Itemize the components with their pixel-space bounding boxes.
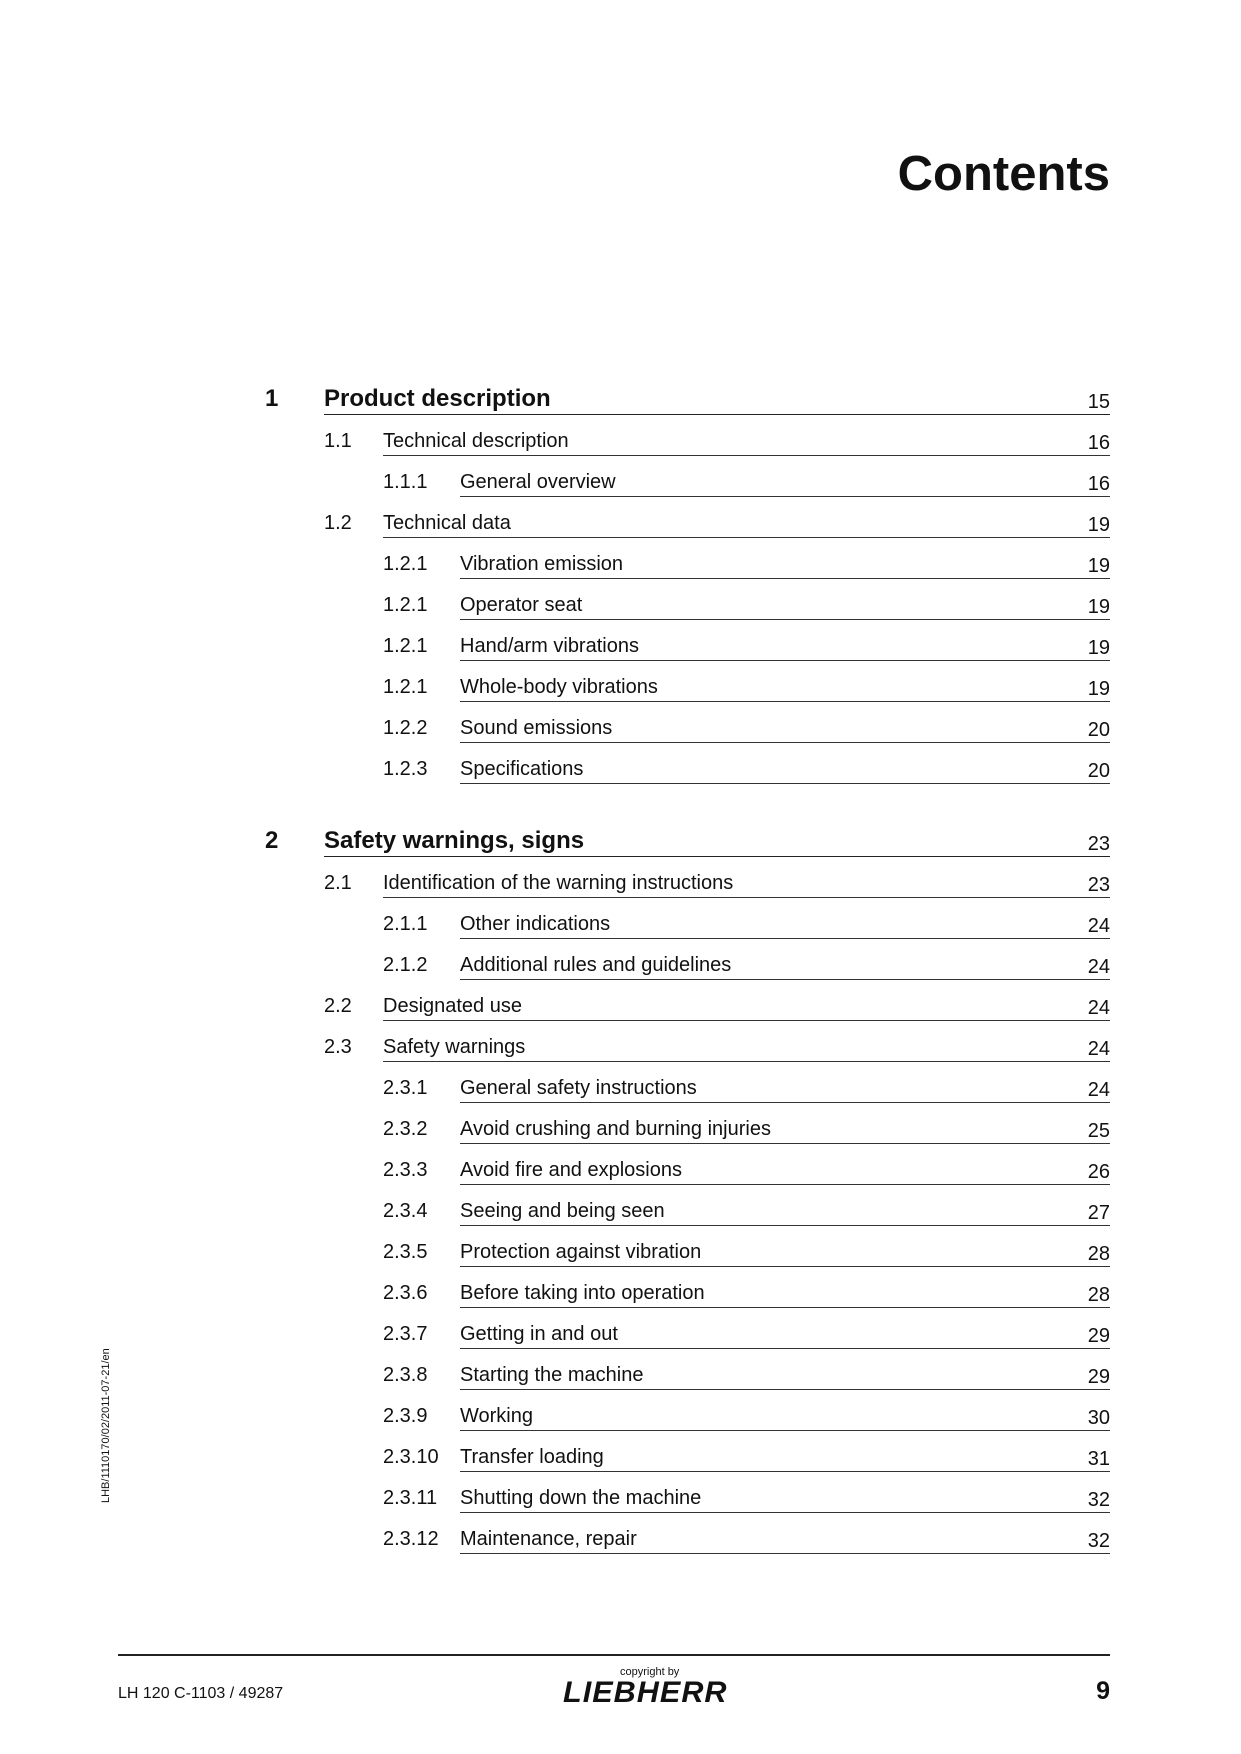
toc-entry-title: Vibration emission <box>460 553 624 575</box>
toc-entry-page: 15 <box>1087 391 1110 413</box>
toc-entry-title: Starting the machine <box>460 1364 644 1386</box>
toc-entry-number: 2.1.1 <box>383 913 428 935</box>
toc-entry[interactable] <box>265 385 1110 415</box>
toc-entry-page: 29 <box>1087 1325 1110 1347</box>
toc-entry-page: 26 <box>1087 1161 1110 1183</box>
toc-entry-number: 1.2.1 <box>383 635 428 657</box>
toc-entry[interactable] <box>324 868 1110 898</box>
toc-entry[interactable] <box>383 467 1110 497</box>
toc-entry-underline <box>383 897 1110 898</box>
toc-entry-number: 1.2.3 <box>383 758 428 780</box>
toc-entry-underline <box>383 455 1110 456</box>
toc-entry-underline <box>460 1184 1110 1185</box>
toc-entry-page: 24 <box>1087 915 1110 937</box>
toc-entry-page: 16 <box>1087 432 1110 454</box>
toc-entry-title: Avoid fire and explosions <box>460 1159 682 1181</box>
document-code: LHB/1110170/02/2011-07-21/en <box>100 1348 112 1503</box>
toc-entry[interactable] <box>383 1360 1110 1390</box>
footer-divider <box>118 1654 1110 1656</box>
toc-entry-title: Technical description <box>383 430 569 452</box>
toc-entry[interactable] <box>383 1319 1110 1349</box>
toc-entry-underline <box>383 1020 1110 1021</box>
toc-entry-title: Getting in and out <box>460 1323 618 1345</box>
toc-entry-underline <box>460 1102 1110 1103</box>
toc-entry-underline <box>460 742 1110 743</box>
toc-entry-underline <box>460 578 1110 579</box>
toc-entry-title: Sound emissions <box>460 717 613 739</box>
toc-entry[interactable] <box>383 713 1110 743</box>
toc-entry-number: 2.1.2 <box>383 954 428 976</box>
liebherr-logo <box>563 1676 741 1711</box>
toc-entry-page: 19 <box>1087 678 1110 700</box>
toc-entry-page: 20 <box>1087 760 1110 782</box>
toc-entry-page: 16 <box>1087 473 1110 495</box>
toc-entry[interactable] <box>383 754 1110 784</box>
toc-entry-title: Hand/arm vibrations <box>460 635 639 657</box>
toc-entry-underline <box>460 701 1110 702</box>
toc-entry-title: Technical data <box>383 512 511 534</box>
toc-entry-number: 2.3.2 <box>383 1118 428 1140</box>
toc-entry-number: 2.3.6 <box>383 1282 428 1304</box>
toc-entry-title: Product description <box>324 385 551 412</box>
toc-entry-page: 25 <box>1087 1120 1110 1142</box>
toc-entry-title: Before taking into operation <box>460 1282 705 1304</box>
toc-entry-number: 2.3.3 <box>383 1159 428 1181</box>
toc-entry-page: 19 <box>1087 637 1110 659</box>
toc-entry-underline <box>460 660 1110 661</box>
toc-entry-number: 1.1 <box>324 430 352 452</box>
toc-entry-number: 1.1.1 <box>383 471 428 493</box>
toc-entry-underline <box>324 414 1110 415</box>
toc-entry-page: 19 <box>1087 596 1110 618</box>
toc-entry-title: Designated use <box>383 995 522 1017</box>
toc-entry[interactable] <box>324 1032 1110 1062</box>
toc-entry-underline <box>460 783 1110 784</box>
toc-entry[interactable] <box>383 1196 1110 1226</box>
toc-entry-underline <box>460 1266 1110 1267</box>
toc-entry-title: Additional rules and guidelines <box>460 954 732 976</box>
toc-entry[interactable] <box>383 1524 1110 1554</box>
toc-entry-number: 2.3.9 <box>383 1405 428 1427</box>
toc-entry-number: 2.3.5 <box>383 1241 428 1263</box>
page-number: 9 <box>1096 1677 1110 1705</box>
toc-entry-title: Working <box>460 1405 533 1427</box>
svg-text:LIEBHERR: LIEBHERR <box>563 1676 728 1706</box>
toc-entry-page: 19 <box>1087 555 1110 577</box>
toc-entry-title: Other indications <box>460 913 611 935</box>
toc-entry[interactable] <box>383 950 1110 980</box>
toc-entry-title: Whole-body vibrations <box>460 676 658 698</box>
toc-entry-title: Seeing and being seen <box>460 1200 665 1222</box>
toc-entry-number: 2.3 <box>324 1036 352 1058</box>
toc-entry-number: 1.2.1 <box>383 594 428 616</box>
document-reference: LH 120 C-1103 / 49287 <box>118 1685 284 1702</box>
toc-entry-title: Safety warnings, signs <box>324 827 585 854</box>
toc-entry-underline <box>383 1061 1110 1062</box>
toc-entry[interactable] <box>383 590 1110 620</box>
toc-entry-page: 29 <box>1087 1366 1110 1388</box>
toc-entry-title: General safety instructions <box>460 1077 697 1099</box>
toc-entry-number: 2.3.12 <box>383 1528 439 1550</box>
toc-entry[interactable] <box>383 909 1110 939</box>
toc-entry[interactable] <box>383 1442 1110 1472</box>
toc-entry-underline <box>460 1553 1110 1554</box>
toc-entry-number: 1.2 <box>324 512 352 534</box>
toc-entry-number: 2.3.10 <box>383 1446 439 1468</box>
toc-entry-page: 31 <box>1087 1448 1110 1470</box>
toc-entry-underline <box>460 979 1110 980</box>
toc-entry-number: 1.2.2 <box>383 717 428 739</box>
toc-entry-title: Safety warnings <box>383 1036 526 1058</box>
toc-entry-title: Identification of the warning instructions <box>383 872 734 894</box>
toc-entry[interactable] <box>383 1155 1110 1185</box>
toc-entry-title: Operator seat <box>460 594 583 616</box>
toc-entry-number: 2.3.1 <box>383 1077 428 1099</box>
toc-entry-page: 23 <box>1087 833 1110 855</box>
toc-entry-number: 1 <box>265 385 279 412</box>
toc-entry-title: Maintenance, repair <box>460 1528 637 1550</box>
toc-entry[interactable] <box>383 1401 1110 1431</box>
toc-entry-title: Avoid crushing and burning injuries <box>460 1118 771 1140</box>
toc-entry-page: 27 <box>1087 1202 1110 1224</box>
toc-entry-title: Transfer loading <box>460 1446 604 1468</box>
toc-entry-title: Shutting down the machine <box>460 1487 702 1509</box>
toc-entry[interactable] <box>383 1483 1110 1513</box>
toc-entry-page: 32 <box>1087 1489 1110 1511</box>
toc-entry-page: 19 <box>1087 514 1110 536</box>
toc-entry-page: 30 <box>1087 1407 1110 1429</box>
toc-entry[interactable] <box>383 1073 1110 1103</box>
toc-entry-page: 32 <box>1087 1530 1110 1552</box>
toc-entry-underline <box>460 1348 1110 1349</box>
toc-entry-number: 2.3.4 <box>383 1200 428 1222</box>
toc-entry[interactable] <box>324 991 1110 1021</box>
toc-entry-number: 1.2.1 <box>383 553 428 575</box>
toc-entry-number: 2.3.7 <box>383 1323 428 1345</box>
copyright-text: copyright by <box>620 1666 680 1678</box>
toc-entry[interactable] <box>383 631 1110 661</box>
toc-entry[interactable] <box>383 1114 1110 1144</box>
toc-entry[interactable] <box>383 672 1110 702</box>
toc-entry-number: 2.1 <box>324 872 352 894</box>
toc-entry-number: 1.2.1 <box>383 676 428 698</box>
toc-entry[interactable] <box>324 508 1110 538</box>
toc-entry-underline <box>460 1143 1110 1144</box>
toc-entry-title: Protection against vibration <box>460 1241 702 1263</box>
toc-entry-underline <box>460 1430 1110 1431</box>
toc-entry-number: 2.3.8 <box>383 1364 428 1386</box>
toc-entry[interactable] <box>383 549 1110 579</box>
toc-entry[interactable] <box>265 827 1110 857</box>
toc-entry-number: 2.2 <box>324 995 352 1017</box>
toc-entry-title: General overview <box>460 471 616 493</box>
toc-entry-underline <box>460 496 1110 497</box>
toc-entry[interactable] <box>383 1237 1110 1267</box>
toc-entry-underline <box>460 1471 1110 1472</box>
toc-entry-page: 24 <box>1087 997 1110 1019</box>
toc-entry[interactable] <box>324 426 1110 456</box>
toc-entry-underline <box>324 856 1110 857</box>
toc-entry-underline <box>460 1512 1110 1513</box>
toc-entry-page: 24 <box>1087 956 1110 978</box>
toc-entry[interactable] <box>383 1278 1110 1308</box>
toc-entry-underline <box>460 1307 1110 1308</box>
toc-entry-underline <box>460 619 1110 620</box>
toc-entry-page: 28 <box>1087 1243 1110 1265</box>
toc-entry-page: 20 <box>1087 719 1110 741</box>
toc-entry-page: 23 <box>1087 874 1110 896</box>
toc-entry-page: 28 <box>1087 1284 1110 1306</box>
toc-entry-page: 24 <box>1087 1038 1110 1060</box>
toc-entry-number: 2 <box>265 827 279 854</box>
toc-entry-title: Specifications <box>460 758 584 780</box>
toc-entry-page: 24 <box>1087 1079 1110 1101</box>
toc-entry-number: 2.3.11 <box>383 1487 438 1509</box>
toc-entry-underline <box>383 537 1110 538</box>
page-title: Contents <box>897 147 1110 201</box>
toc-entry-underline <box>460 1389 1110 1390</box>
toc-entry-underline <box>460 938 1110 939</box>
toc-entry-underline <box>460 1225 1110 1226</box>
